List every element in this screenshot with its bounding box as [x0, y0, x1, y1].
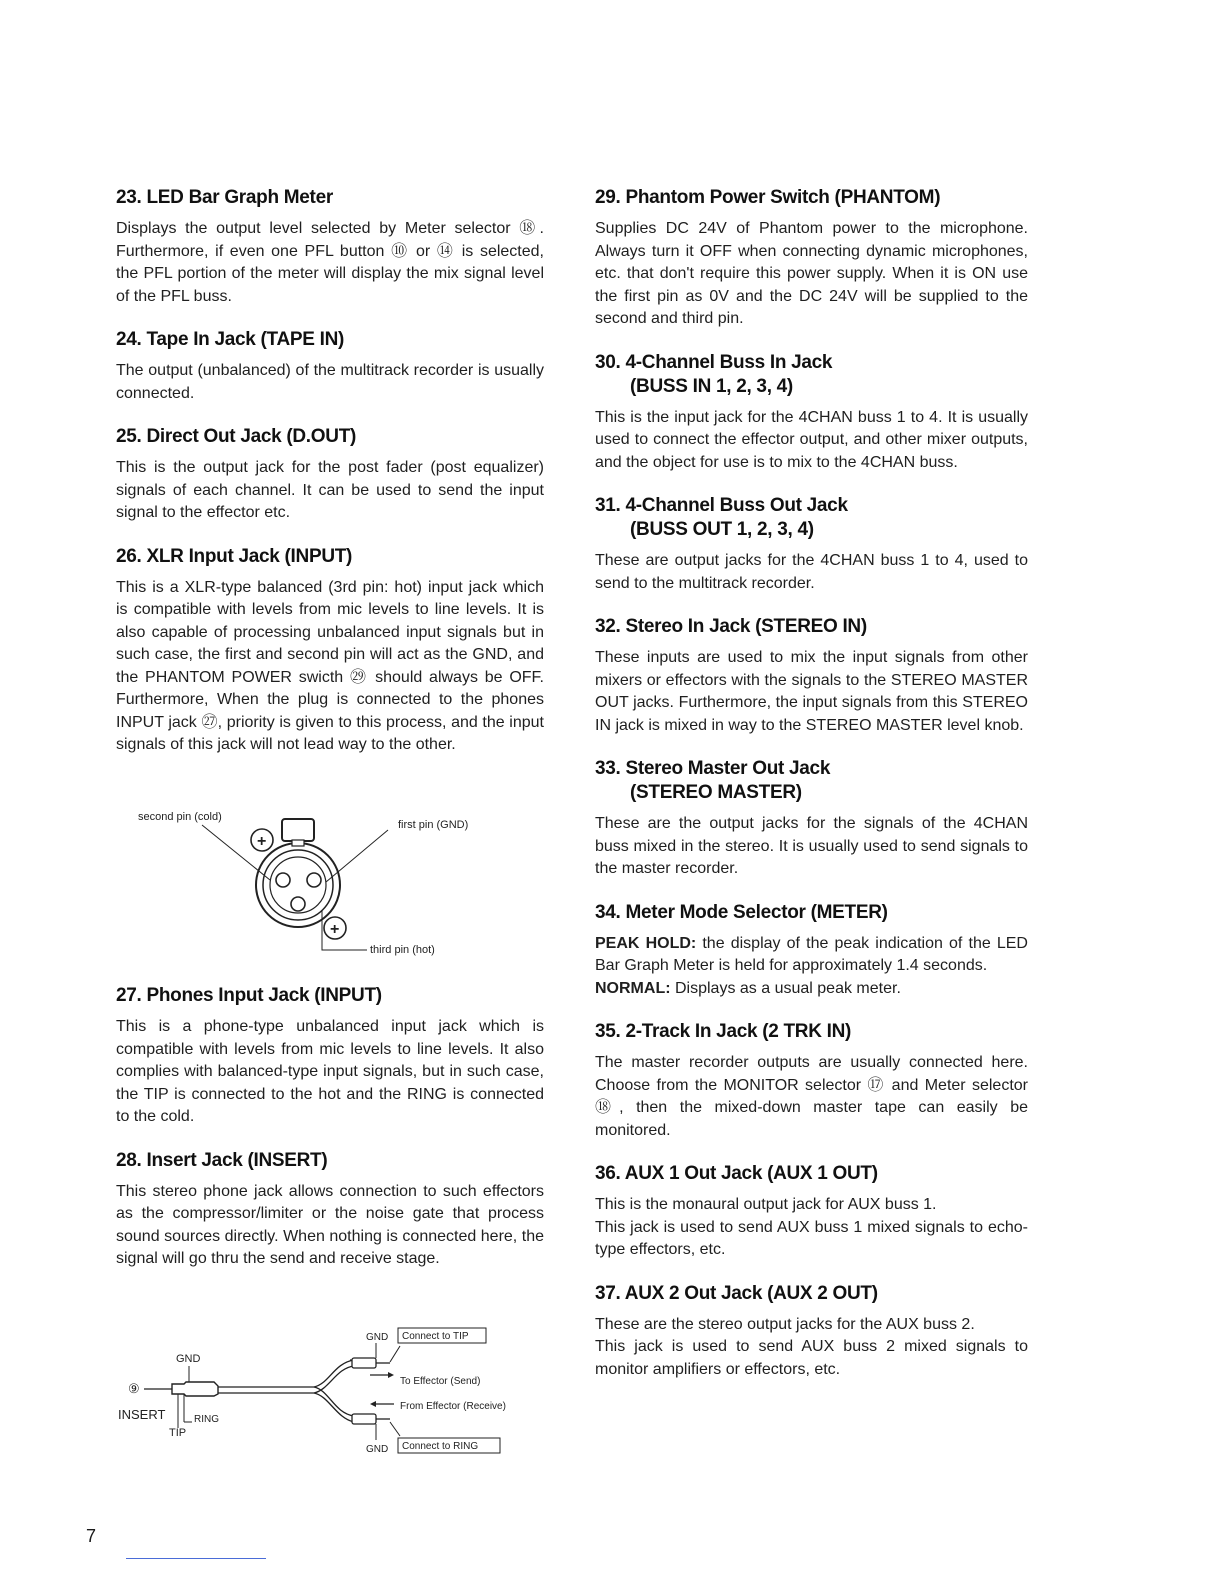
gnd-left-label: GND [176, 1353, 201, 1365]
section-text: These are output jacks for the 4CHAN buss 1 to 4, used to send to the multitrack recorder. [595, 552, 1028, 592]
third-pin-label: third pin (hot) [370, 944, 435, 956]
connect-ring-label: Connect to RING [402, 1441, 479, 1452]
pin-2 [276, 873, 290, 887]
section-title: 34. Meter Mode Selector (METER) [595, 901, 888, 923]
section-title: 29. Phantom Power Switch (PHANTOM) [595, 187, 941, 208]
section-text: The master recorder outputs are usually connected here. Choose from the MONITOR selector ⑰ and Meter selector ⑱, then the mixed-down master tape can easily be monitored. [595, 1054, 1028, 1139]
section-title [595, 757, 1028, 805]
receive-plug [352, 1414, 376, 1424]
plus-mark-top: + [257, 833, 267, 850]
section-32 [595, 615, 1028, 737]
section-text: These inputs are used to mix the input signals from other mixers or effectors with the signals to the STEREO MASTER OUT jacks. Furthermore, the input signals from this STEREO IN jack is mixed in way to the STEREO MASTER level knob. [595, 649, 1028, 734]
normal-desc: Displays as a usual peak meter. [670, 979, 901, 997]
section-37 [595, 1282, 1028, 1382]
section-35 [595, 1020, 1028, 1142]
title-line-2: (BUSS OUT 1, 2, 3, 4) [630, 519, 814, 540]
xlr-housing [256, 843, 340, 927]
xlr-jack-diagram [130, 800, 490, 970]
section-26 [116, 545, 544, 757]
footer-rule [126, 1558, 266, 1559]
section-text: This is the monaural output jack for AUX buss 1. [595, 1196, 937, 1213]
second-pin-label: second pin (cold) [138, 811, 222, 823]
peak-hold-text [595, 933, 1028, 978]
section-title: 35. 2-Track In Jack (2 TRK IN) [595, 1021, 852, 1042]
tip-label: TIP [169, 1427, 187, 1439]
title-line-1: 33. Stereo Master Out Jack [595, 758, 831, 779]
section-29 [595, 186, 1028, 331]
title-line-2: (STEREO MASTER) [630, 782, 802, 803]
from-effector-label: From Effector (Receive) [400, 1401, 506, 1412]
peak-hold-desc: the display of the peak indication of the LED Bar Graph Meter is held for approximately 1.4 seconds. [595, 934, 1028, 974]
ring-label: RING [194, 1414, 219, 1425]
section-34 [595, 901, 1028, 1001]
section-text: This jack is used to send AUX buss 2 mixed signals to monitor amplifiers or effectors, etc. [595, 1338, 1028, 1378]
section-23 [116, 186, 544, 308]
xlr-latch [282, 819, 314, 841]
normal-label: NORMAL: [595, 979, 671, 997]
section-text: This stereo phone jack allows connection to such effectors as the compressor/limiter or the noise gate that process sound sources directly. When nothing is connected here, the signal will go thru the send and receive stage. [116, 1182, 544, 1267]
left-column [116, 186, 544, 777]
page-number: 7 [86, 1526, 97, 1546]
section-title: 36. AUX 1 Out Jack (AUX 1 OUT) [595, 1163, 878, 1184]
peak-hold-label: PEAK HOLD: [595, 934, 697, 952]
gnd-top-label: GND [366, 1332, 389, 1343]
section-text: These are the output jacks for the signals of the 4CHAN buss mixed in the stereo. It is usually used to send signals to the master recorder. [595, 815, 1028, 877]
section-title [595, 351, 1028, 399]
section-title: 26. XLR Input Jack (INPUT) [116, 545, 353, 567]
to-effector-label: To Effector (Send) [400, 1376, 481, 1387]
section-text: This jack is used to send AUX buss 1 mixed signals to echo-type effectors, etc. [595, 1218, 1028, 1258]
section-title: 28. Insert Jack (INSERT) [116, 1149, 328, 1171]
title-line-1: 31. 4-Channel Buss Out Jack [595, 495, 848, 516]
section-text: Supplies DC 24V of Phantom power to the microphone. Always turn it OFF when connecting dynamic microphones, etc. that don't require this power supply. When it is ON use the first pin as 0V and the DC 24V will be supplied to the second and third pin. [595, 220, 1028, 327]
section-36 [595, 1162, 1028, 1262]
section-text: This is the input jack for the 4CHAN buss 1 to 4. It is usually used to connect the effector output, and other mixer outputs, and the object for use is to mix to the 4CHAN buss. [595, 408, 1028, 471]
pin-1 [307, 873, 321, 887]
normal-text [595, 978, 1028, 1001]
section-27 [116, 984, 544, 1129]
section-title [595, 494, 1028, 542]
section-33 [595, 757, 1028, 881]
connect-tip-label: Connect to TIP [402, 1331, 469, 1342]
gnd-bottom-label: GND [366, 1444, 389, 1455]
section-title: 24. Tape In Jack (TAPE IN) [116, 329, 345, 350]
left-column-lower [116, 984, 544, 1291]
section-text: This is the output jack for the post fader (post equalizer) signals of each channel. It can be used to send the input signal to the effector etc. [116, 459, 544, 521]
section-28 [116, 1149, 544, 1271]
section-title: 37. AUX 2 Out Jack (AUX 2 OUT) [595, 1282, 878, 1304]
send-plug [352, 1358, 376, 1368]
title-line-2: (BUSS IN 1, 2, 3, 4) [630, 375, 793, 397]
first-pin-label: first pin (GND) [398, 819, 469, 831]
section-text: The output (unbalanced) of the multitrack recorder is usually connected. [116, 362, 544, 402]
insert-label: INSERT [118, 1407, 166, 1422]
section-title: 27. Phones Input Jack (INPUT) [116, 985, 382, 1006]
section-text: This is a phone-type unbalanced input jack which is compatible with levels from mic levels to line levels. It also complies with balanced-type input signals, but in such case, the TIP is connected to the hot and the RING is connected to the cold. [116, 1018, 544, 1125]
stereo-plug [172, 1382, 218, 1396]
section-title: 32. Stereo In Jack (STEREO IN) [595, 616, 867, 637]
section-text: These are the stereo output jacks for the AUX buss 2. [595, 1315, 975, 1333]
pin-3 [291, 897, 305, 911]
title-line-1: 30. 4-Channel Buss In Jack [595, 351, 833, 373]
insert-cable-diagram [114, 1318, 544, 1468]
plus-mark-bottom: + [330, 921, 340, 938]
section-25 [116, 425, 544, 525]
section-title: 25. Direct Out Jack (D.OUT) [116, 426, 357, 447]
right-column [595, 186, 1028, 1401]
section-30 [595, 351, 1028, 475]
section-31 [595, 494, 1028, 595]
section-text: Displays the output level selected by Meter selector ⑱. Furthermore, if even one PFL button ⑩ or ⑭ is selected, the PFL portion of the meter will display the mix signal level of the PFL buss. [116, 220, 544, 305]
section-text: This is a XLR-type balanced (3rd pin: hot) input jack which is compatible with levels from mic levels to line levels. It is also capable of processing unbalanced input signals but in such case, the first and second pin will act as the GND, and the PHANTOM POWER swicth ㉙ should always be OFF. Furthermore, When the plug is connected to the phones INPUT jack ㉗, priority is given to this process, and the input signals of this jack will not lead way to the other. [116, 578, 544, 753]
section-title: 23. LED Bar Graph Meter [116, 187, 333, 208]
ref-number: ⑨ [128, 1381, 140, 1396]
section-24 [116, 328, 544, 405]
